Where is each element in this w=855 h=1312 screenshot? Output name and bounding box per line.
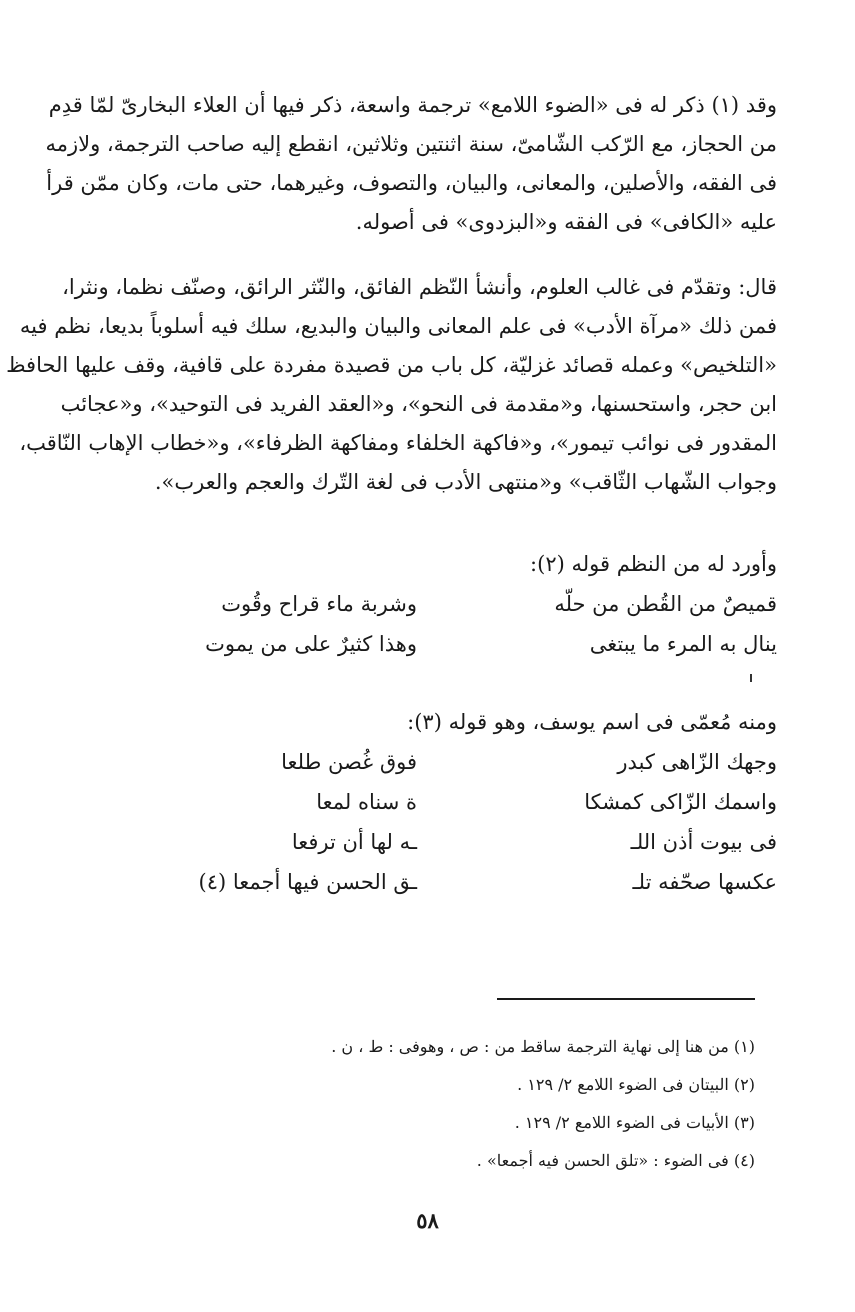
hemistich-first: عكسها صحّفه تلـ [632, 870, 777, 894]
footnote: (٣) الأبيات فى الضوء اللامع ٢/ ١٢٩ . [514, 1113, 755, 1132]
hemistich-second: فوق غُصن طلعا [281, 750, 417, 774]
footnote: (٢) البيتان فى الضوء اللامع ٢/ ١٢٩ . [517, 1075, 755, 1094]
hemistich-first: قميصٌ من القُطن من حلّه [554, 592, 777, 616]
hemistich-second: ـق الحسن فيها أجمعا (٤) [198, 870, 417, 894]
footnote: (٤) فى الضوء : «تلق الحسن فيه أجمعا» . [476, 1151, 755, 1170]
margin-mark [750, 674, 752, 682]
poem-1-intro: وأورد له من النظم قوله (٢): [530, 552, 777, 576]
footnote: (١) من هنا إلى نهاية الترجمة ساقط من : ص ، وهوفى : ط ، ن . [331, 1037, 755, 1056]
text-line: ابن حجر، واستحسنها، و«مقدمة فى النحو»، و«العقد الفريد فى التوحيد»، و«عجائب [60, 392, 777, 416]
poem-2 [97, 742, 777, 902]
poem-1 [97, 584, 777, 664]
text-line: قال: وتقدّم فى غالب العلوم، وأنشأ النّظم الفائق، والنّثر الرائق، وصنّف نظما، ونثرا، [62, 275, 777, 299]
footnotes [95, 1028, 755, 1180]
biography-paragraph [45, 86, 777, 242]
hemistich-first: فى بيوت أذن اللـ [630, 830, 777, 854]
text-line: فمن ذلك «مرآة الأدب» فى علم المعانى والبيان والبديع، سلك فيه أسلوباً بديعا، نظم فيه [19, 314, 777, 338]
text-line: «التلخيص» وعمله قصائد غزليّة، كل باب من قصيدة مفردة على قافية، وقف عليها الحافظ [6, 353, 777, 377]
text-line: المقدور فى نوائب تيمور»، و«فاكهة الخلفاء ومفاكهة الظرفاء»، و«خطاب الإهاب النّاقب، [19, 431, 777, 455]
hemistich-first: وجهك الزّاهى كبدر [617, 750, 777, 774]
hemistich-first: ينال به المرء ما يبتغى [589, 632, 777, 656]
verse [97, 742, 777, 782]
text-line: وقد (١) ذكر له فى «الضوء اللامع» ترجمة واسعة، ذكر فيها أن العلاء البخارىّ لمّا قدِم [48, 93, 777, 117]
verse [97, 862, 777, 902]
verse [97, 624, 777, 664]
verse [97, 782, 777, 822]
hemistich-second: ـه لها أن ترفعا [291, 830, 417, 854]
text-line: من الحجاز، مع الرّكب الشّامىّ، سنة اثنتين وثلاثين، انقطع إليه صاحب الترجمة، ولازمه [45, 132, 777, 156]
poem-2-intro: ومنه مُعمّى فى اسم يوسف، وهو قوله (٣): [407, 710, 777, 734]
hemistich-second: ة سناه لمعا [316, 790, 417, 814]
page-number: ٥٨ [416, 1208, 439, 1233]
hemistich-second: وشربة ماء قراح وقُوت [221, 592, 417, 616]
text-line: فى الفقه، والأصلين، والمعانى، والبيان، والتصوف، وغيرهما، حتى مات، وكان ممّن قرأ [46, 171, 777, 195]
text-line: عليه «الكافى» فى الفقه و«البزدوى» فى أصوله. [355, 210, 777, 234]
hemistich-first: واسمك الزّاكى كمشكا [584, 790, 777, 814]
verse [97, 584, 777, 624]
text-line: وجواب الشّهاب الثّاقب» و«منتهى الأدب فى لغة التّرك والعجم والعرب». [154, 470, 777, 494]
hemistich-second: وهذا كثيرٌ على من يموت [205, 632, 417, 656]
works-paragraph [6, 268, 777, 502]
verse [97, 822, 777, 862]
footnote-divider [497, 998, 755, 1000]
